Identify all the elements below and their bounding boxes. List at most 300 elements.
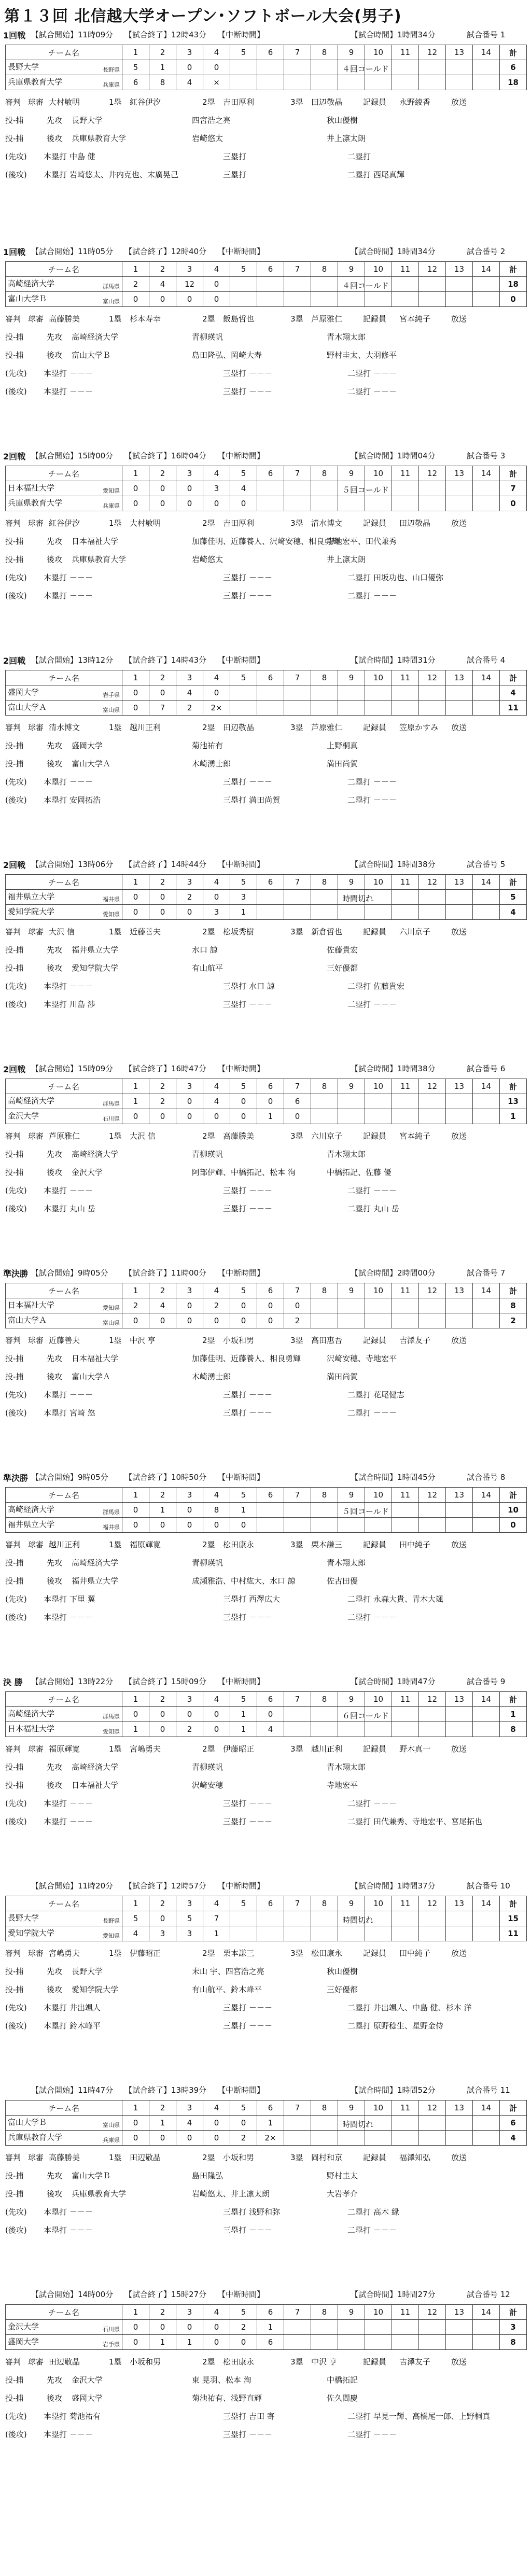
inning-number: 10 [365, 262, 392, 277]
inning-score: 4 [176, 75, 203, 90]
inning-score: 0 [203, 1313, 230, 1328]
team-row [6, 2320, 527, 2335]
catchers: 秋山優樹 [327, 1967, 358, 1976]
game-header-pause: 【中断時間】 [218, 1473, 265, 1482]
inning-number: 1 [122, 1692, 149, 1707]
inning-number: 9 [338, 2101, 365, 2116]
plate-label: 球審 [28, 1744, 44, 1754]
game-header-no: 試合番号 7 [467, 1268, 506, 1278]
win-label: 先攻 [47, 1150, 63, 1159]
recorder-label: 記録員 [363, 1744, 387, 1754]
inning-number: 10 [365, 1283, 392, 1298]
hr-names: －－－ [69, 2225, 93, 2235]
umpire-label: 審判 [5, 1540, 21, 1549]
inning-number: 6 [257, 45, 284, 60]
tri-label: 三塁打 [223, 1613, 247, 1622]
inning-score [311, 685, 338, 701]
tri-label: 三塁打 [223, 387, 247, 396]
pc-label: 投-捕 [5, 1150, 24, 1159]
game-header-dur: 【試合時間】1時間45分 [351, 1473, 436, 1482]
inning-number: 4 [203, 466, 230, 481]
second-label: 2塁 [202, 519, 215, 528]
inning-score [446, 75, 473, 90]
inning-score [473, 1094, 500, 1109]
inning-score [446, 2335, 473, 2350]
inning-number: 9 [338, 1896, 365, 1911]
inning-number: 5 [230, 1896, 257, 1911]
dbl-label: 二塁打 [347, 2225, 371, 2235]
inning-score [473, 1722, 500, 1737]
header-team-label: チーム名 [6, 1488, 122, 1503]
inning-score [311, 60, 338, 75]
inning-number: 13 [446, 1488, 473, 1503]
plate-label: 球審 [28, 314, 44, 324]
hr-label: 本塁打 [44, 170, 67, 179]
inning-score: 0 [230, 1109, 257, 1124]
hr-label: 本塁打 [44, 795, 67, 805]
pc-label: 投-捕 [5, 351, 24, 360]
dbl-names: －－－ [373, 1408, 397, 1418]
back-label: 後攻 [47, 1781, 63, 1790]
team-cell [6, 277, 122, 292]
team-pref: 兵庫県 [103, 502, 120, 509]
hr-names: －－－ [69, 1390, 93, 1399]
team-pref: 愛知県 [103, 1933, 120, 1939]
inning-score [338, 1094, 365, 1109]
hr-label: 本塁打 [44, 1186, 67, 1195]
game-header-end: 【試合終了】10時50分 [124, 1473, 207, 1482]
team-name: 金沢大学 [8, 1111, 39, 1121]
team-cell [6, 1707, 122, 1722]
game-header-no: 試合番号 1 [467, 30, 506, 39]
catchers: 満田尚賀 [327, 759, 358, 768]
inning-number: 11 [392, 1283, 419, 1298]
game-header-no: 試合番号 6 [467, 1064, 506, 1073]
inning-number: 1 [122, 262, 149, 277]
third-label: 3塁 [290, 1336, 303, 1345]
recorder-name: 永野綾香 [399, 97, 431, 107]
game-header-no: 試合番号 12 [467, 2290, 510, 2299]
inning-score [338, 292, 365, 307]
plate-label: 球審 [28, 2357, 44, 2367]
pc-label: 投-捕 [5, 1781, 24, 1790]
dbl-label: 二塁打 [347, 1594, 371, 1604]
team-total: 18 [500, 277, 527, 292]
team-name: 富山大学Ａ [8, 1315, 47, 1325]
pitchers: 有山航平 [192, 963, 223, 973]
tri-names: －－－ [249, 1390, 273, 1399]
umpire-label: 審判 [5, 97, 21, 107]
inning-score [311, 890, 338, 905]
inning-score [419, 685, 446, 701]
team-pref: 富山県 [103, 1320, 120, 1326]
inning-score [473, 60, 500, 75]
inning-score [284, 1926, 311, 1941]
game-header-dur: 【試合時間】1時間37分 [351, 1881, 436, 1891]
tri-names: 水口 諒 [249, 982, 275, 991]
umpire-label: 審判 [5, 927, 21, 936]
scoreboard [5, 466, 527, 511]
inning-score [365, 1313, 392, 1328]
inning-number: 6 [257, 466, 284, 481]
tri-label: 三塁打 [223, 2412, 247, 2421]
team-cell [6, 1298, 122, 1313]
game-header-no: 試合番号 11 [467, 2085, 510, 2095]
inning-number: 11 [392, 262, 419, 277]
inning-number: 13 [446, 45, 473, 60]
inning-score [392, 1518, 419, 1533]
team-name: 富山大学Ａ [8, 703, 47, 712]
inning-score: 0 [122, 905, 149, 920]
inning-score: 0 [176, 481, 203, 496]
third-umpire: 中沢 亨 [311, 2357, 337, 2367]
inning-number: 5 [230, 875, 257, 890]
inning-score [419, 890, 446, 905]
catchers: 青木翔太郎 [327, 1762, 366, 1772]
plate-label: 球審 [28, 1949, 44, 1958]
inning-number: 13 [446, 1283, 473, 1298]
inning-score [284, 890, 311, 905]
tri-label: 三塁打 [223, 1390, 247, 1399]
second-umpire: 松田康永 [223, 1540, 255, 1549]
game-header-start: 【試合開始】11時05分 [31, 247, 114, 256]
inning-number: 13 [446, 1692, 473, 1707]
tri-names: －－－ [249, 1000, 273, 1009]
inning-score [419, 2116, 446, 2131]
inning-number: 10 [365, 1488, 392, 1503]
inning-number: 3 [176, 45, 203, 60]
inning-number: 4 [203, 1079, 230, 1094]
inning-number: 13 [446, 2305, 473, 2320]
catchers: 満田尚賀 [327, 1372, 358, 1381]
inning-score [284, 2335, 311, 2350]
start-label: (先攻) [5, 2412, 27, 2421]
inning-score [365, 1926, 392, 1941]
pc-label: 投-捕 [5, 1354, 24, 1363]
inning-number: 1 [122, 1488, 149, 1503]
inning-score [257, 905, 284, 920]
inning-score [284, 2131, 311, 2146]
inning-score [284, 2116, 311, 2131]
inning-number: 6 [257, 1488, 284, 1503]
team-row [6, 60, 527, 75]
team-name: 兵庫県教育大学 [8, 77, 63, 87]
first-umpire: 福原輝寛 [130, 1540, 161, 1549]
pc-label: 投-捕 [5, 332, 24, 342]
hr-names: －－－ [69, 1613, 93, 1622]
game-header-start: 【試合開始】13時06分 [31, 860, 114, 869]
inning-score [365, 1722, 392, 1737]
third-label: 3塁 [290, 723, 303, 732]
inning-number: 8 [311, 670, 338, 685]
inning-score [257, 1518, 284, 1533]
plate-umpire: 近藤善夫 [49, 1336, 80, 1345]
game-header [0, 652, 531, 668]
inning-number: 5 [230, 1488, 257, 1503]
inning-score [311, 905, 338, 920]
tri-label: 三塁打 [223, 1594, 247, 1604]
inning-score: 8 [203, 1503, 230, 1518]
pc-label: 投-捕 [5, 1967, 24, 1976]
team-total: 18 [500, 75, 527, 90]
team-row [6, 1503, 527, 1518]
hr-label: 本塁打 [44, 591, 67, 600]
inning-score: 0 [176, 1707, 203, 1722]
inning-score: 1 [230, 905, 257, 920]
team-total: 8 [500, 1298, 527, 1313]
inning-score [284, 60, 311, 75]
inning-number: 5 [230, 1079, 257, 1094]
inning-number: 9 [338, 1692, 365, 1707]
hr-label: 本塁打 [44, 1594, 67, 1604]
inning-number: 10 [365, 1079, 392, 1094]
scoreboard [5, 45, 527, 90]
dbl-label: 二塁打 [347, 2207, 371, 2217]
game-header-round: 準決勝 [3, 1473, 29, 1483]
inning-number: 7 [284, 1079, 311, 1094]
hr-names: 井出颯人 [69, 2003, 101, 2012]
inning-number: 4 [203, 2305, 230, 2320]
hr-names: 中島 健 [69, 152, 95, 161]
inning-number: 11 [392, 2101, 419, 2116]
battery-team: 富山大学Ａ [72, 759, 111, 768]
tri-names: －－－ [249, 1799, 273, 1808]
inning-score [311, 1707, 338, 1722]
inning-number: 2 [149, 1079, 176, 1094]
team-cell [6, 2335, 122, 2350]
team-pref: 福井県 [103, 896, 120, 903]
hr-names: －－－ [69, 2207, 93, 2217]
inning-score [311, 1503, 338, 1518]
third-label: 3塁 [290, 1949, 303, 1958]
game-header-pause: 【中断時間】 [218, 1677, 265, 1686]
tri-names: －－－ [249, 2430, 273, 2439]
inning-number: 5 [230, 1283, 257, 1298]
inning-score [365, 1094, 392, 1109]
inning-score: 4 [203, 1094, 230, 1109]
inning-number: 8 [311, 1079, 338, 1094]
plate-umpire: 紅谷伊汐 [49, 519, 80, 528]
catchers: 大岩孝介 [327, 2189, 358, 2199]
inning-number: 14 [473, 466, 500, 481]
inning-number: 2 [149, 1692, 176, 1707]
inning-score [473, 1298, 500, 1313]
recorder-name: 野木真一 [399, 1744, 431, 1754]
inning-score [392, 1109, 419, 1124]
inning-score: 0 [257, 1707, 284, 1722]
inning-number: 3 [176, 2101, 203, 2116]
team-pref: 石川県 [103, 1115, 120, 1122]
tri-names: －－－ [249, 2021, 273, 2031]
game-header-pause: 【中断時間】 [218, 2085, 265, 2095]
game-header-start: 【試合開始】15時00分 [31, 451, 114, 460]
inning-number: 14 [473, 1283, 500, 1298]
dbl-names: 高木 縁 [373, 2207, 399, 2217]
inning-score [446, 1911, 473, 1926]
inning-number: 10 [365, 670, 392, 685]
inning-number: 7 [284, 2101, 311, 2116]
inning-score: 0 [203, 1109, 230, 1124]
dbl-label: 二塁打 [347, 777, 371, 787]
scoreboard [5, 1896, 527, 1941]
hr-label: 本塁打 [44, 2430, 67, 2439]
inning-score: 1 [149, 60, 176, 75]
battery-team: 兵庫県教育大学 [72, 555, 127, 564]
inning-score: 0 [149, 890, 176, 905]
inning-number: 3 [176, 670, 203, 685]
pc-label: 投-捕 [5, 759, 24, 768]
inning-number: 3 [176, 466, 203, 481]
tri-names: 満田尚賀 [249, 795, 281, 805]
team-row [6, 2131, 527, 2146]
inning-score [338, 905, 365, 920]
inning-score [257, 496, 284, 511]
umpire-label: 審判 [5, 1336, 21, 1345]
team-total: 1 [500, 1109, 527, 1124]
hr-label: 本塁打 [44, 2412, 67, 2421]
inning-score: 0 [122, 1313, 149, 1328]
team-name: 兵庫県教育大学 [8, 498, 63, 508]
inning-score [473, 1926, 500, 1941]
after-label: (後攻) [5, 1000, 27, 1009]
inning-number: 1 [122, 2101, 149, 2116]
team-total: 0 [500, 496, 527, 511]
inning-score: 0 [122, 292, 149, 307]
inning-score: 0 [122, 2131, 149, 2146]
hr-names: －－－ [69, 387, 93, 396]
inning-score [473, 292, 500, 307]
team-name: 日本福祉大学 [8, 1724, 55, 1733]
inning-score [365, 292, 392, 307]
start-label: (先攻) [5, 982, 27, 991]
inning-score: 3 [176, 1926, 203, 1941]
scoreboard-header-row [6, 875, 527, 890]
game-block [0, 2287, 531, 2489]
game-header-start: 【試合開始】15時09分 [31, 1064, 114, 1073]
team-cell [6, 1911, 122, 1926]
dbl-names: －－－ [373, 1613, 397, 1622]
inning-score [338, 2131, 365, 2146]
game-header-pause: 【中断時間】 [218, 451, 265, 460]
hr-label: 本塁打 [44, 1613, 67, 1622]
inning-score [419, 1926, 446, 1941]
dbl-names: －－－ [373, 1799, 397, 1808]
first-umpire: 紅谷伊汐 [130, 97, 161, 107]
inning-number: 9 [338, 262, 365, 277]
inning-score [446, 60, 473, 75]
inning-number: 10 [365, 875, 392, 890]
game-header [0, 27, 531, 43]
inning-score: 0 [122, 496, 149, 511]
game-header-pause: 【中断時間】 [218, 1881, 265, 1891]
dbl-names: 井出颯人、中島 健、杉本 洋 [373, 2003, 472, 2012]
team-name: 盛岡大学 [8, 688, 39, 697]
first-umpire: 近藤善夫 [130, 927, 161, 936]
team-pref: 群馬県 [103, 1100, 120, 1107]
inning-score [284, 701, 311, 716]
plate-umpire: 福原輝寛 [49, 1744, 80, 1754]
inning-number: 13 [446, 262, 473, 277]
inning-score: 4 [257, 1722, 284, 1737]
game-header [0, 1674, 531, 1689]
inning-score: 0 [284, 1298, 311, 1313]
scoreboard [5, 1079, 527, 1124]
after-label: (後攻) [5, 387, 27, 396]
recorder-name: 宮本純子 [399, 1131, 431, 1141]
dbl-names: 永森大貴、青木大颯 [373, 1594, 444, 1604]
team-pref: 群馬県 [103, 283, 120, 290]
broadcast-label: 放送 [451, 1744, 467, 1754]
umpire-label: 審判 [5, 314, 21, 324]
tri-names: 吉田 寄 [249, 2412, 275, 2421]
second-label: 2塁 [202, 1744, 215, 1754]
inning-number: 8 [311, 1896, 338, 1911]
battery-team: 高崎経済大学 [72, 332, 119, 342]
dbl-names: 田代兼秀、寺地宏平、宮尾拓也 [373, 1817, 483, 1826]
team-total: 7 [500, 481, 527, 496]
game-header-pause: 【中断時間】 [218, 247, 265, 256]
header-team-label: チーム名 [6, 1079, 122, 1094]
inning-number: 1 [122, 45, 149, 60]
team-cell [6, 685, 122, 701]
dbl-label: 二塁打 [347, 152, 371, 161]
inning-score: 0 [203, 2131, 230, 2146]
game-note: ４回コールド [342, 64, 389, 74]
win-label: 先攻 [47, 1762, 63, 1772]
game-header-end: 【試合終了】12時57分 [124, 1881, 207, 1891]
hr-label: 本塁打 [44, 2003, 67, 2012]
team-total: 0 [500, 292, 527, 307]
catchers: 佐久間慶 [327, 2393, 358, 2403]
inning-score: 0 [122, 701, 149, 716]
start-label: (先攻) [5, 1390, 27, 1399]
hr-names: －－－ [69, 1799, 93, 1808]
win-label: 先攻 [47, 116, 63, 125]
first-umpire: 宮嶋勇夫 [130, 1744, 161, 1754]
inning-score [284, 1503, 311, 1518]
dbl-names: 西尾真輝 [373, 170, 405, 179]
broadcast-label: 放送 [451, 97, 467, 107]
inning-score [392, 1503, 419, 1518]
header-team-label: チーム名 [6, 2305, 122, 2320]
team-total: 4 [500, 685, 527, 701]
tri-label: 三塁打 [223, 369, 247, 378]
inning-score: 1 [149, 2116, 176, 2131]
inning-score [257, 890, 284, 905]
inning-score: 2 [176, 701, 203, 716]
inning-score [473, 2131, 500, 2146]
second-label: 2塁 [202, 97, 215, 107]
inning-score: 0 [122, 1109, 149, 1124]
team-row [6, 701, 527, 716]
inning-score: 1 [230, 1503, 257, 1518]
first-umpire: 中沢 亨 [130, 1336, 156, 1345]
inning-score [257, 481, 284, 496]
hr-names: －－－ [69, 591, 93, 600]
inning-number: 14 [473, 1488, 500, 1503]
pc-label: 投-捕 [5, 2189, 24, 2199]
inning-score: 4 [176, 685, 203, 701]
first-umpire: 杉本寿幸 [130, 314, 161, 324]
inning-score [311, 292, 338, 307]
inning-number: 4 [203, 2101, 230, 2116]
inning-score [473, 481, 500, 496]
pitchers: 木崎湧士郎 [192, 1372, 231, 1381]
dbl-label: 二塁打 [347, 1799, 371, 1808]
win-label: 先攻 [47, 741, 63, 750]
game-block [0, 857, 531, 1059]
pitchers: 四宮浩之亮 [192, 116, 231, 125]
